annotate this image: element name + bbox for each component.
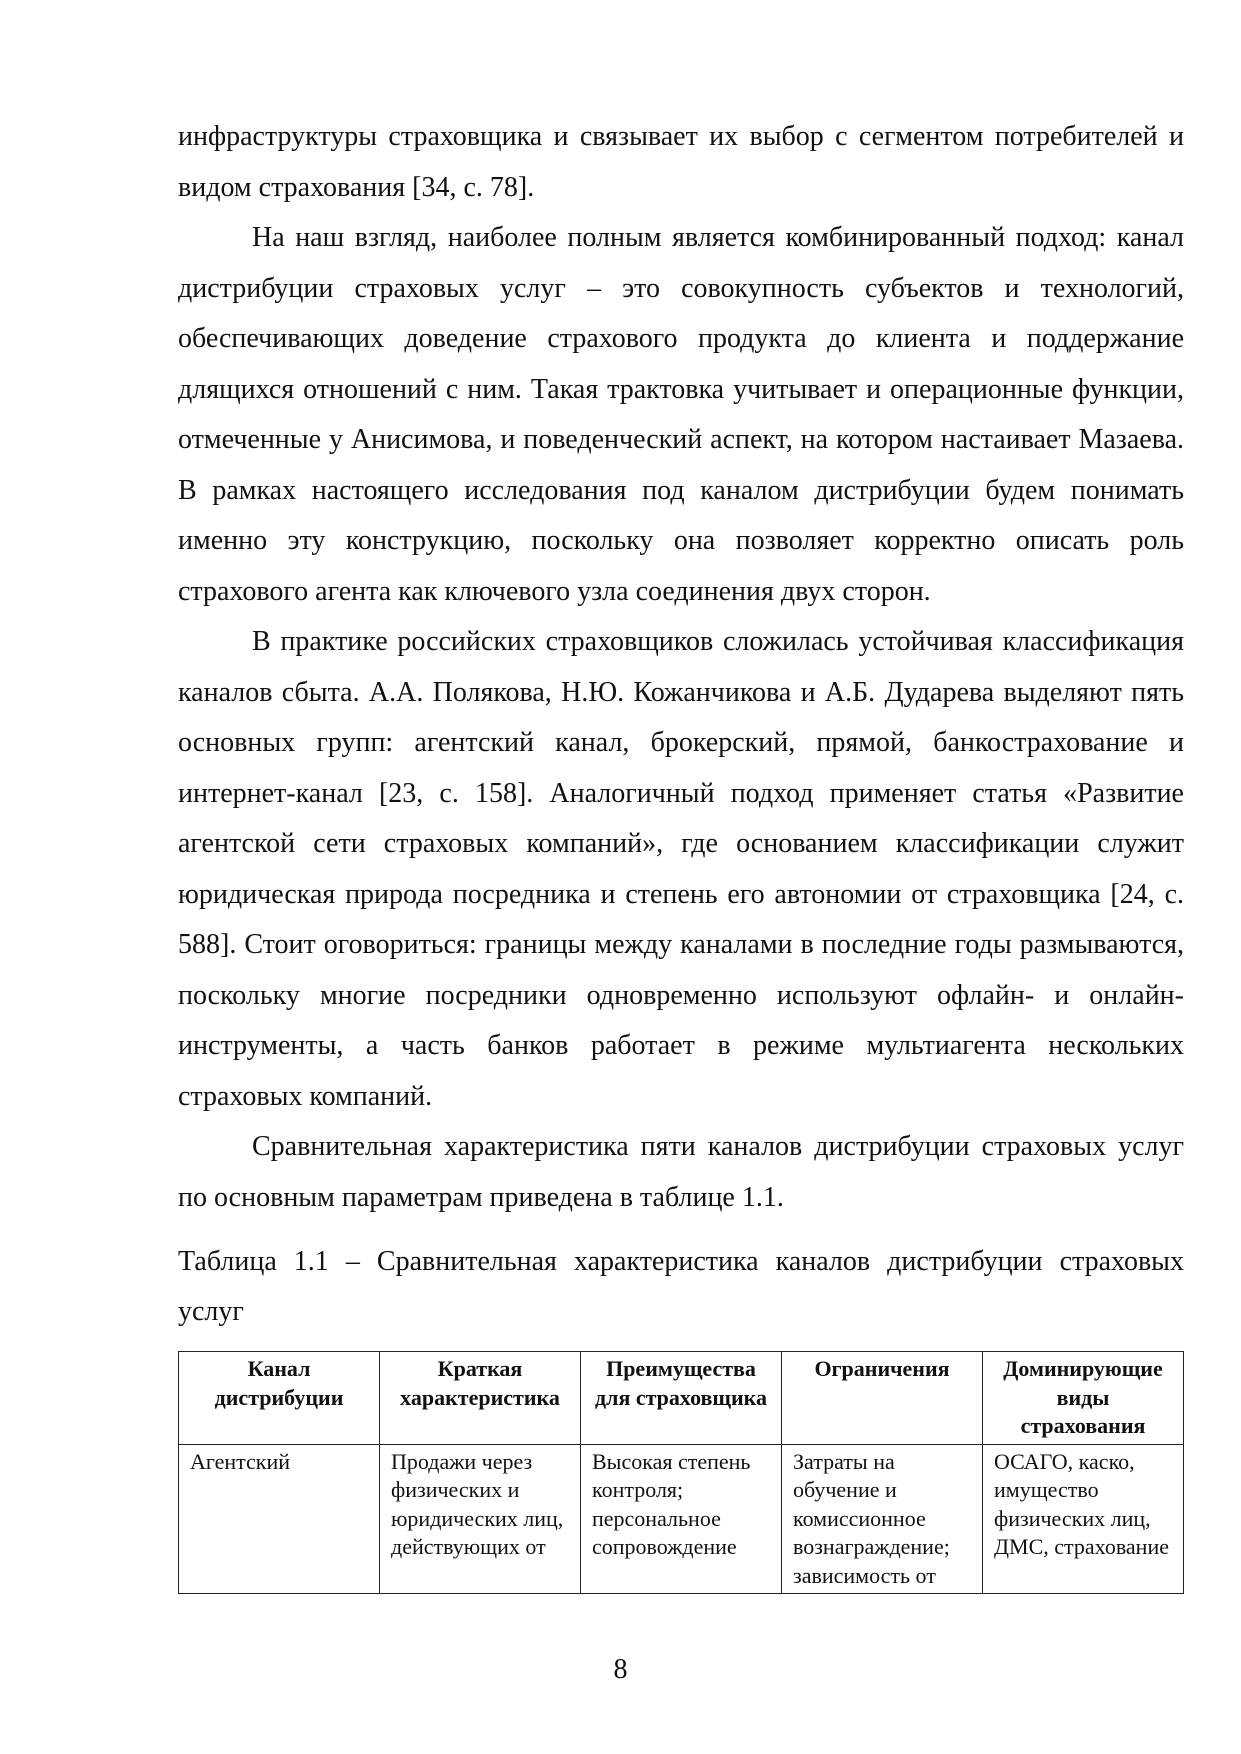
table-row: [179, 1444, 1184, 1593]
paragraph-classification: В практике российских страховщиков сложилась устойчивая классификация каналов сбыта. А.А. Полякова, Н.Ю. Кожанчикова и А.Б. Дударева выделяют пять основных групп: агентский канал, брокерский, прямой, банкострахование и интернет-канал [23, с. 158]. Аналогичный подход применяет статья «Развитие агентской сети страховых компаний», где основанием классификации служит юридическая природа посредника и степень его автономии от страховщика [24, с. 588]. Стоит оговориться: границы между каналами в последние годы размываются, поскольку многие посредники одновременно используют офлайн- и онлайн-инструменты, а часть банков работает в режиме мультиагента нескольких страховых компаний.: [178, 626, 1184, 1112]
cell-channel: Агентский: [179, 1444, 380, 1593]
header-description: Краткая характеристика: [380, 1352, 581, 1445]
cell-description: Продажи через физических и юридических лиц, действующих от: [380, 1444, 581, 1593]
cell-limitations: Затраты на обучение и комиссионное вознаграждение; зависимость от: [782, 1444, 983, 1593]
table-caption: Таблица 1.1 – Сравнительная характеристика каналов дистрибуции страховых услуг: [178, 1246, 1184, 1327]
header-channel: Канал дистрибуции: [179, 1352, 380, 1445]
paragraph-combined-approach: На наш взгляд, наиболее полным является комбинированный подход: канал дистрибуции страховых услуг – это совокупность субъектов и технологий, обеспечивающих доведение страхового продукта до клиента и поддержание длящихся отношений с ним. Такая трактовка учитывает и операционные функции, отмеченные у Анисимова, и поведенческий аспект, на котором настаивает Мазаева. В рамках настоящего исследования под каналом дистрибуции будем понимать именно эту конструкцию, поскольку она позволяет корректно описать роль страхового агента как ключевого узла соединения двух сторон.: [178, 222, 1184, 607]
header-limitations: Ограничения: [782, 1352, 983, 1445]
page-number: 8: [613, 1654, 628, 1685]
cell-advantages: Высокая степень контроля; персональное сопровождение: [581, 1444, 782, 1593]
table-header-row: [179, 1352, 1184, 1445]
distribution-channels-table: [178, 1351, 1184, 1594]
header-advantages: Преимущества для страховщика: [581, 1352, 782, 1445]
header-insurance-types: Доминирующие виды страхования: [983, 1352, 1184, 1445]
paragraph-continuation: инфраструктуры страховщика и связывает их выбор с сегментом потребителей и видом страхования [34, с. 78].: [178, 121, 1184, 203]
document-page: [178, 112, 1184, 1594]
cell-insurance-types: ОСАГО, каско, имущество физических лиц, ДМС, страхование: [983, 1444, 1184, 1593]
paragraph-table-reference: Сравнительная характеристика пяти каналов дистрибуции страховых услуг по основным параметрам приведена в таблице 1.1.: [178, 1131, 1184, 1213]
